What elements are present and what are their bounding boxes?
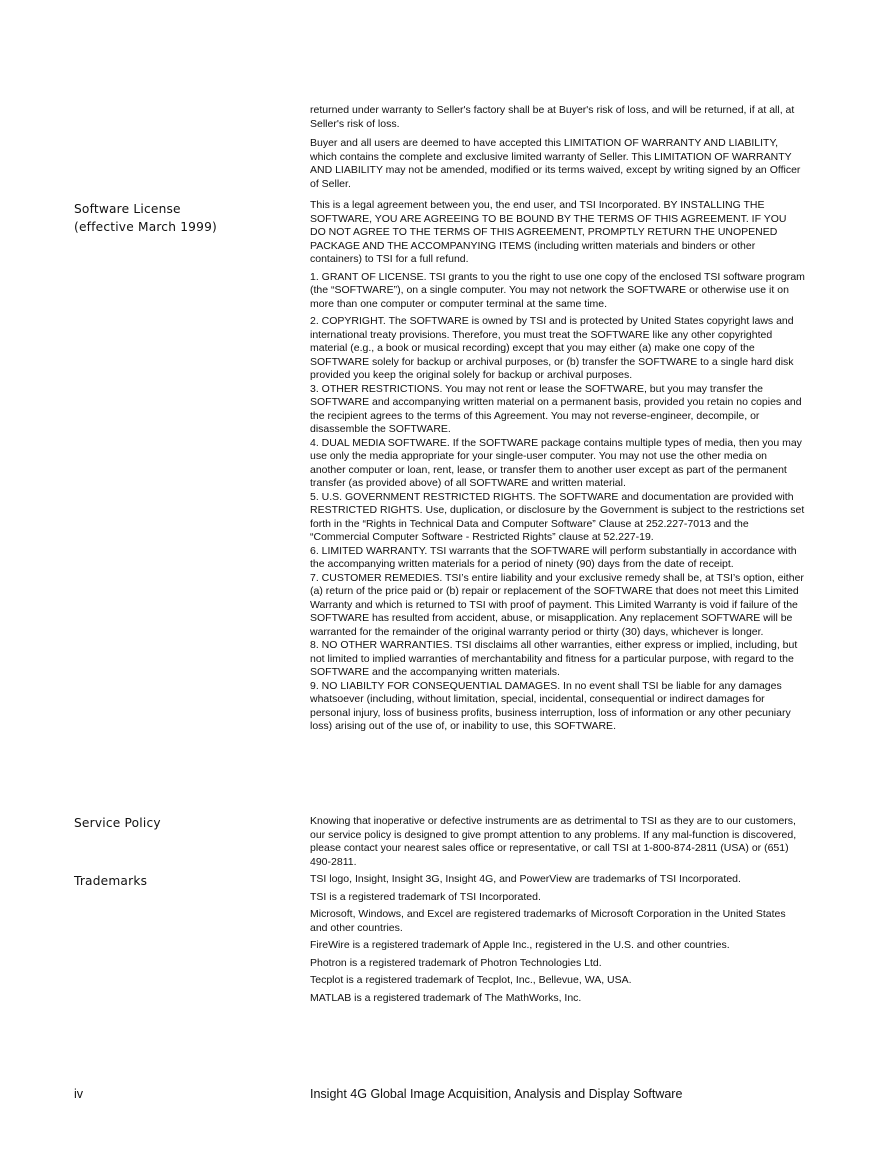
software-license-body — [310, 199, 805, 734]
service-policy-text: Knowing that inoperative or defective instruments are as detrimental to TSI as they are to our customers, our service policy is designed to give prompt attention to any problems. If any mal-function is discovered, please contact your nearest sales office or representative, or call TSI at 1-800-874-2811 (USA) or (651) 490-2811. — [310, 815, 797, 868]
license-intro: This is a legal agreement between you, the end user, and TSI Incorporated. BY INSTALLING THE SOFTWARE, YOU ARE AGREEING TO BE BOUND BY THE TERMS OF THIS AGREEMENT. IF YOU DO NOT AGREE TO THE TERMS OF THIS AGREEMENT, PROMPTLY RETURN THE UNOPENED PACKAGE AND THE ACCOMPANYING ITEMS (including written materials and binders or other containers) to TSI for a full refund. — [310, 199, 787, 265]
license-item-2: 2. COPYRIGHT. The SOFTWARE is owned by TSI and is protected by United States copyright laws and international treaty provisions. Therefore, you must treat the SOFTWARE like any other copyrighted material (e.g., a book or musical recording) except that you may either (a) make one copy of the SOFTWARE solely for backup or archival purposes, or (b) transfer the SOFTWARE to a single hard disk provided you keep the original solely for backup or archival purposes. — [310, 315, 794, 381]
trademark-line: TSI logo, Insight, Insight 3G, Insight 4G, and PowerView are trademarks of TSI Incorporated. — [310, 873, 741, 885]
service-policy-body — [310, 815, 805, 873]
license-item-6: 6. LIMITED WARRANTY. TSI warrants that the SOFTWARE will perform substantially in accordance with the accompanying written materials for a period of ninety (90) days from the date of receipt. — [310, 544, 797, 570]
trademarks-body — [310, 873, 805, 1009]
software-license-title: Software License — [74, 202, 181, 216]
license-item-7: 7. CUSTOMER REMEDIES. TSI’s entire liability and your exclusive remedy shall be, at TSI’s option, either (a) return of the price paid or (b) repair or replacement of the SOFTWARE that does not meet this Limited Warranty and which is returned to TSI with proof of payment. This Limited Warranty is void if failure of the SOFTWARE has resulted from accident, abuse, or misapplication. Any replacement SOFTWARE will be warranted for the remainder of the original warranty period or thirty (30) days, whichever is longer. — [310, 571, 804, 638]
intro-paragraph-1: returned under warranty to Seller's factory shall be at Buyer's risk of loss, and will be returned, if at all, at Seller's risk of loss. — [310, 104, 795, 130]
software-license-heading — [74, 200, 294, 236]
footer-title: Insight 4G Global Image Acquisition, Analysis and Display Software — [310, 1087, 683, 1101]
license-item-9: 9. NO LIABILTY FOR CONSEQUENTIAL DAMAGES. In no event shall TSI be liable for any damages whatsoever (including, without limitation, special, incidental, consequential or indirect damages for personal injury, loss of business profits, business interruption, loss of information or any other pecuniary loss) arising out of the use of, or inability to use, this SOFTWARE. — [310, 679, 791, 732]
trademark-line: Microsoft, Windows, and Excel are registered trademarks of Microsoft Corporation in the United States and other countries. — [310, 908, 786, 934]
trademarks-heading: Trademarks — [74, 874, 148, 888]
license-item-3: 3. OTHER RESTRICTIONS. You may not rent or lease the SOFTWARE, but you may transfer the SOFTWARE and accompanying written material on a permanent basis, provided you retain no copies and the recipient agrees to the terms of this Agreement. You may not reverse-engineer, decompile, or disassemble the SOFTWARE. — [310, 382, 802, 435]
license-item-8: 8. NO OTHER WARRANTIES. TSI disclaims all other warranties, either express or implied, including, but not limited to implied warranties of merchantability and fitness for a particular purpose, with regard to the SOFTWARE and the accompanying written materials. — [310, 639, 798, 678]
page-number: iv — [74, 1087, 84, 1101]
trademark-line: Tecplot is a registered trademark of Tecplot, Inc., Bellevue, WA, USA. — [310, 974, 632, 986]
software-license-effective-date: (effective March 1999) — [74, 220, 217, 234]
intro-section — [310, 104, 805, 195]
trademark-line: TSI is a registered trademark of TSI Incorporated. — [310, 890, 541, 903]
trademark-line: MATLAB is a registered trademark of The MathWorks, Inc. — [310, 991, 582, 1004]
service-policy-heading: Service Policy — [74, 816, 161, 830]
intro-paragraph-2: Buyer and all users are deemed to have accepted this LIMITATION OF WARRANTY AND LIABILITY, which contains the complete and exclusive limited warranty of Seller. This LIMITATION OF WARRANTY AND LIABILITY may not be amended, modified or its terms waived, except by writing signed by an Officer of Seller. — [310, 137, 801, 190]
license-item-4: 4. DUAL MEDIA SOFTWARE. If the SOFTWARE package contains multiple types of media, then you may use only the media appropriate for your single-user computer. You may not use the other media on another computer or loan, rent, lease, or transfer them to another user except as part of the permanent transfer (as provided above) of all SOFTWARE and written material. — [310, 436, 802, 489]
trademark-line: Photron is a registered trademark of Photron Technologies Ltd. — [310, 956, 602, 969]
license-item-5: 5. U.S. GOVERNMENT RESTRICTED RIGHTS. The SOFTWARE and documentation are provided with RESTRICTED RIGHTS. Use, duplication, or disclosure by the Government is subject to the restrictions set forth in the “Rights in Technical Data and Computer Software” Clause at 252.227-7013 and the “Commercial Computer Software - Restricted Rights” clause at 52.227-19. — [310, 490, 805, 543]
trademark-line: FireWire is a registered trademark of Apple Inc., registered in the U.S. and other countries. — [310, 939, 730, 951]
license-item-1: 1. GRANT OF LICENSE. TSI grants to you the right to use one copy of the enclosed TSI software program (the “SOFTWARE”), on a single computer. You may not network the SOFTWARE or otherwise use it on more than one computer or computer terminal at the same time. — [310, 270, 805, 310]
